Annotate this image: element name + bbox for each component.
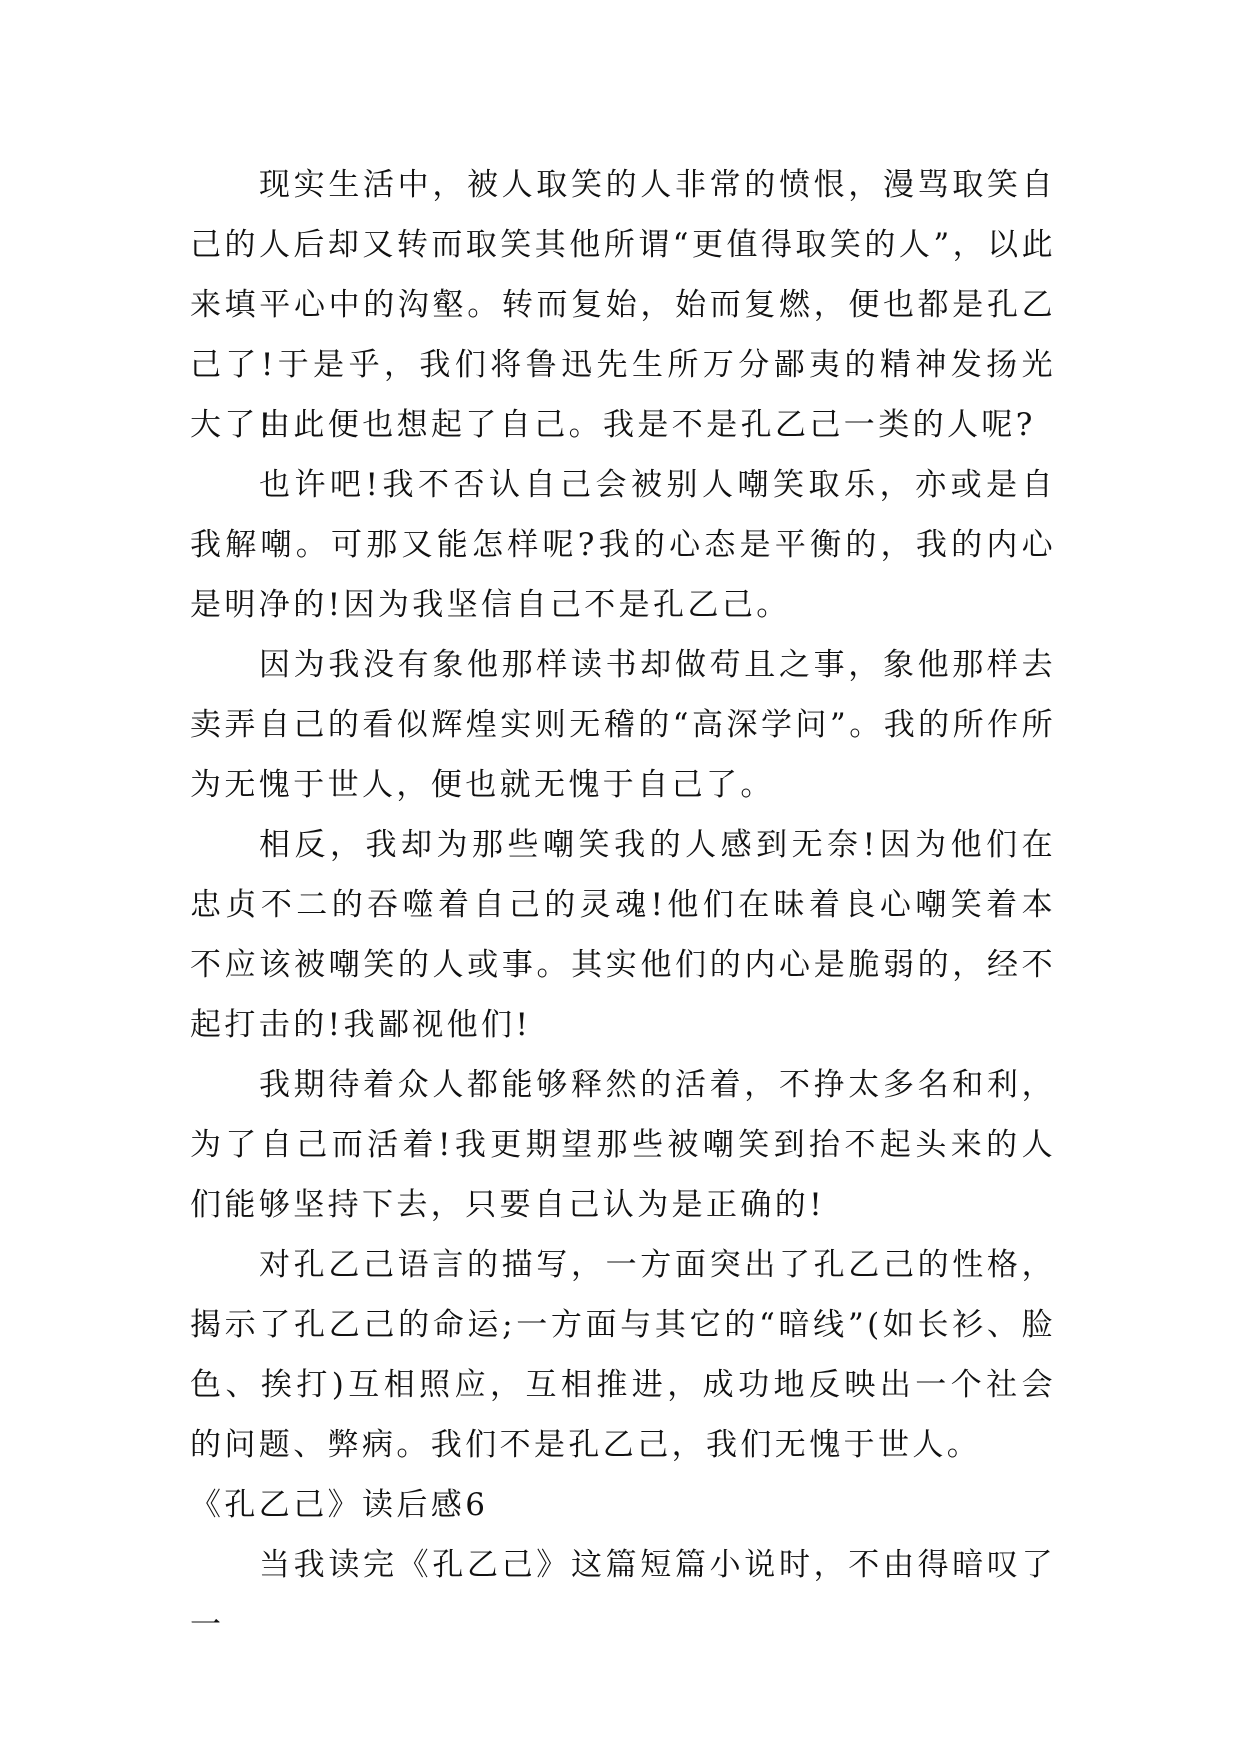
- paragraph-4: 因为我没有象他那样读书却做苟且之事，象他那样去卖弄自己的看似辉煌实则无稽的“高深学问”。我的所作所为无愧于世人，便也就无愧于自己了。: [190, 647, 1056, 803]
- paragraph-7: 对孔乙己语言的描写，一方面突出了孔乙己的性格，揭示了孔乙己的命运;一方面与其它的“暗线”(如长衫、脸色、挨打)互相照应，互相推进，成功地反映出一个社会的问题、弊病。我们不是孔乙己，我们无愧于世人。: [190, 1247, 1056, 1463]
- paragraph-1: 现实生活中，被人取笑的人非常的愤恨，漫骂取笑自己的人后却又转而取笑其他所谓“更值得取笑的人”，以此来填平心中的沟壑。转而复始，始而复燃，便也都是孔乙己了!于是乎，我们将鲁迅先生所万分鄙夷的精神发扬光大了!: [190, 167, 1056, 443]
- paragraph-3: 也许吧!我不否认自己会被别人嘲笑取乐，亦或是自我解嘲。可那又能怎样呢?我的心态是平衡的，我的内心是明净的!因为我坚信自己不是孔乙己。: [190, 467, 1056, 623]
- paragraph-5: 相反，我却为那些嘲笑我的人感到无奈!因为他们在忠贞不二的吞噬着自己的灵魂!他们在昧着良心嘲笑着本不应该被嘲笑的人或事。其实他们的内心是脆弱的，经不起打击的!我鄙视他们!: [190, 827, 1056, 1043]
- section-heading: 《孔乙己》读后感6: [190, 1487, 489, 1523]
- paragraph-6: 我期待着众人都能够释然的活着，不挣太多名和利，为了自己而活着!我更期望那些被嘲笑到抬不起头来的人们能够坚持下去，只要自己认为是正确的!: [190, 1067, 1056, 1223]
- paragraph-2: 由此便也想起了自己。我是不是孔乙己一类的人呢?: [259, 407, 1036, 443]
- paragraph-8: 当我读完《孔乙己》这篇短篇小说时，不由得暗叹了一: [190, 1547, 1056, 1643]
